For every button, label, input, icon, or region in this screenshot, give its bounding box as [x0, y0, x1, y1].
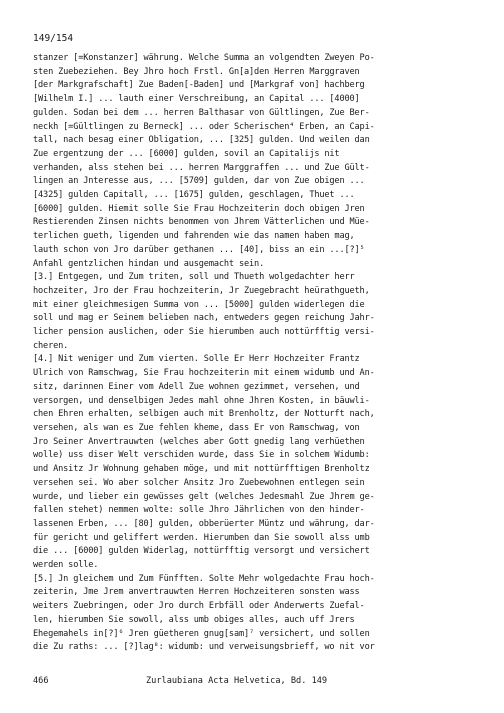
text-line: verhanden, alss stehen bei ... herren Marggraffen ... und Zue Gült- — [33, 162, 370, 173]
text-line: die ... [6000] gulden Widerlag, nottürfftig versorgt und versichert — [33, 546, 370, 557]
text-line: licher pension auslichen, oder Sie hierumben auch nottürfftig versi- — [33, 327, 375, 338]
text-line: Restierenden Zinsen nichts benommen von Jhrem Vätterlichen und Müe- — [33, 217, 370, 228]
text-line: für gericht und geliffert werden. Hierumben dan Sie sowoll alss umb — [33, 532, 370, 543]
text-line: und Ansitz Jr Wohnung gehaben möge, und mit nottürfftigen Brenholtz — [33, 464, 370, 475]
text-line: [4325] gulden Capitall, ... [1675] gulden, geschlagen, Thuet ... — [33, 190, 355, 201]
text-line: mit einer gleichmesigen Summa von ... [5000] gulden widerlegen die — [33, 299, 365, 310]
text-line: hochzeiter, Jro der Frau hochzeiterin, Jr Zuegebracht heürathgueth, — [33, 285, 370, 296]
text-line: lassenen Erben, ... [80] gulden, obberüerter Müntz und währung, dar- — [33, 518, 375, 529]
text-line: Ulrich von Ramschwag, Sie Frau hochzeiterin mit einem widumb und An- — [33, 368, 375, 379]
text-line: [5.] Jn gleichem und Zum Fünfften. Solte Mehr wolgedachte Frau hoch- — [33, 573, 375, 584]
text-line: Anfahl gentzlichen hindan und ausgemacht sein. — [33, 258, 265, 269]
text-line: len, hierumben Sie sowoll, alss umb obiges alles, auch uff Jrers — [33, 614, 355, 625]
text-line: [3.] Entgegen, und Zum triten, soll und Thueth wolgedachter herr — [33, 272, 355, 283]
text-line: gulden. Sodan bei dem ... herren Balthasar von Gültlingen, Zue Ber- — [33, 107, 370, 118]
document-body — [33, 52, 473, 655]
text-line: stanzer [=Konstanzer] währung. Welche Summa an volgendten Zweyen Po- — [33, 53, 375, 63]
text-line: versehen, als wan es Zue fehlen kheme, dass Er von Ramschwag, von — [33, 422, 360, 433]
text-line: fallen stehet) nemmen wolte: solle Jhro Jährlichen von den hinder- — [33, 505, 365, 516]
text-line: wolle) uss diser Welt verschiden wurde, dass Sie in solchem Widumb: — [33, 450, 370, 461]
text-line: tall, nach besag einer Obligation, ... [325] gulden. Und weilen dan — [33, 135, 370, 146]
text-line: zeiterin, Jme Jrem anvertrauwten Herren Hochzeiteren sonsten wass — [33, 587, 360, 598]
text-line: Zue ergentzung der ... [6000] gulden, sovil an Capitalijs nit — [33, 148, 340, 159]
text-line: weiters Zuebringen, oder Jro durch Erbfäll oder Anderwerts Zuefal- — [33, 601, 365, 612]
text-line: sitz, darinnen Einer vom Adell Zue wohnen gezimmet, versehen, und — [33, 381, 360, 392]
text-line: soll und mag er Seinem belieben nach, entweders gegen reichung Jahr- — [33, 313, 375, 324]
text-line: wurde, und lieber ein gewüsses gelt (welches Jedesmahl Zue Jhrem ge- — [33, 491, 375, 502]
text-line: [Wilhelm I.] ... lauth einer Verschreibung, an Capital ... [4000] — [33, 94, 360, 105]
text-line: sten Zuebeziehen. Bey Jhro hoch Frstl. Gn[a]den Herren Marggraven — [33, 66, 360, 77]
text-line: lingen an Jnteresse aus, ... [5709] gulden, dar von Zue obigen ... — [33, 176, 365, 187]
text-line: cheren. — [33, 340, 69, 351]
text-line: versehen sei. Wo aber solcher Ansitz Jro Zuebewohnen entlegen sein — [33, 477, 365, 488]
footer-journal-title: Zurlaubiana Acta Helvetica, Bd. 149 — [146, 676, 328, 686]
footer-page-number: 466 — [33, 676, 49, 686]
text-line: [der Markgrafschaft] Zue Baden[-Baden] und [Markgraf von] hachberg — [33, 80, 365, 91]
text-line: neckh [=Gültlingen zu Berneck] ... oder Scherischen⁴ Erben, an Capi- — [33, 121, 375, 132]
text-line: chen Ehren erhalten, selbigen auch mit Brenholtz, der Notturft nach, — [33, 409, 375, 420]
page-counter: 149/154 — [33, 33, 74, 44]
text-line: lauth schon von Jro darüber gethanen ... [40], biss an ein ...[?]⁵ — [33, 244, 365, 255]
text-line: [4.] Nit weniger und Zum vierten. Solle Er Herr Hochzeiter Frantz — [33, 354, 360, 365]
text-line: werden solle. — [33, 560, 99, 571]
text-line: Ehegemahels in[?]⁶ Jren güetheren gnug[sam]⁷ versichert, und sollen — [33, 628, 370, 639]
text-line: versorgen, und denselbigen Jedes mahl ohne Jhren Kosten, in bäuwli- — [33, 395, 370, 406]
text-line: Jro Seiner Anvertrauwten (welches aber Gott gnedig lang verhüethen — [33, 436, 365, 447]
text-line: terlichen gueth, ligenden und fahrenden wie das namen haben mag, — [33, 231, 355, 242]
text-line: die Zu raths: ... [?]lag⁸: widumb: und verweisungsbrieff, wo nit vor — [33, 642, 375, 653]
text-line: [6000] gulden. Hiemit solle Sie Frau Hochzeiterin doch obigen Jren — [33, 203, 365, 214]
